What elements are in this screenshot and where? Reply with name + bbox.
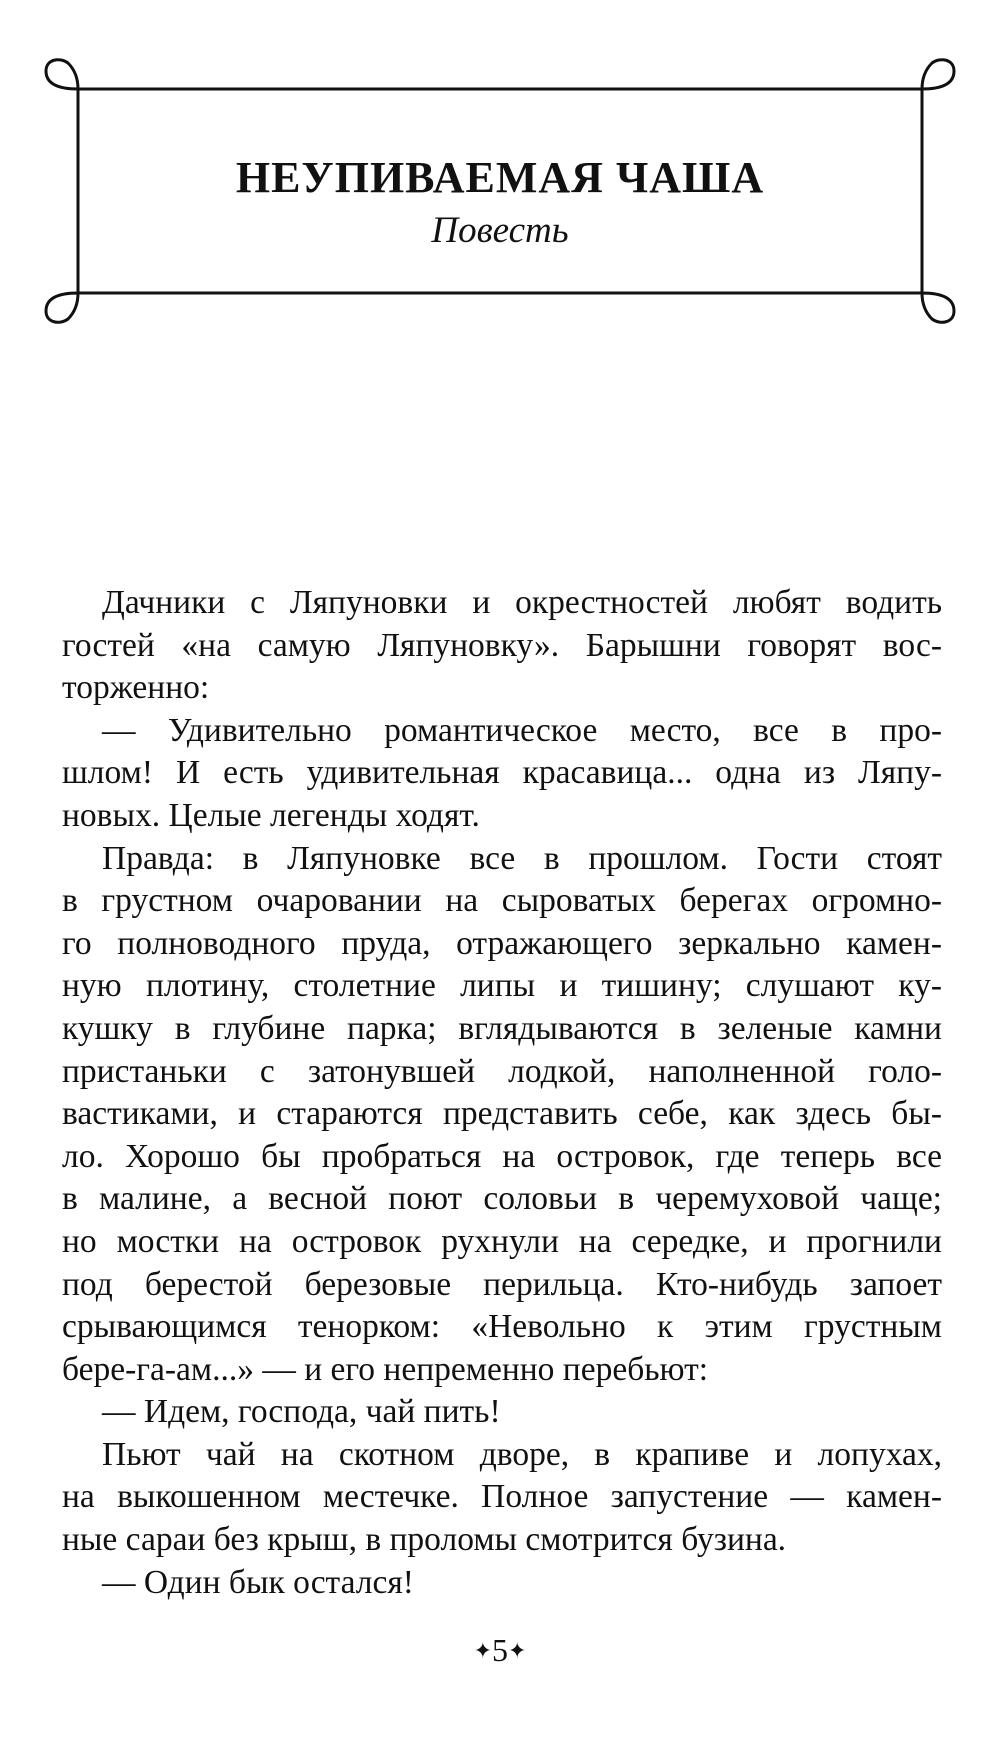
text-line: новых. Целые легенды ходят. — [62, 796, 480, 834]
corner-curl-bottom-left — [46, 293, 78, 322]
text-line: — Удивительно романтическое место, все в про- — [102, 711, 942, 749]
text-line: пристаньки с затонувшей лодкой, наполненной голо- — [62, 1052, 942, 1090]
body-text — [62, 582, 942, 1604]
text-line: на выкошенном местечке. Полное запустение — камен- — [62, 1478, 942, 1516]
folio-ornament-left-icon: ✦ — [473, 1638, 492, 1663]
text-line: срывающимся тенорком: «Невольно к этим грустным — [62, 1308, 942, 1346]
text-line: ные сараи без крыш, в проломы смотрится бузина. — [62, 1521, 787, 1559]
story-title: НЕУПИВАЕМАЯ ЧАША — [235, 153, 765, 202]
corner-curl-top-right — [922, 60, 954, 89]
text-line: — Один бык остался! — [102, 1563, 414, 1601]
text-line: бере-га-ам...» — и его непременно перебьют: — [62, 1350, 709, 1388]
story-genre: Повесть — [431, 210, 569, 251]
corner-curl-bottom-right — [922, 293, 954, 322]
page-number: 5 — [492, 1632, 508, 1668]
text-line: го полноводного пруда, отражающего зеркально камен- — [62, 924, 942, 962]
text-line: Правда: в Ляпуновке все в прошлом. Гости стоят — [102, 839, 942, 877]
chapter-heading — [90, 150, 910, 256]
text-line: под берестой березовые перильца. Кто-нибудь запоет — [62, 1265, 942, 1303]
text-line: ло. Хорошо бы пробраться на островок, где теперь все — [62, 1137, 942, 1175]
text-line: Пьют чай на скотном дворе, в крапиве и лопухах, — [102, 1435, 942, 1473]
text-line: Дачники с Ляпуновки и окрестностей любят водить — [102, 584, 942, 621]
text-line: шлом! И есть удивительная красавица... одна из Ляпу- — [62, 754, 942, 792]
text-line: торженно: — [62, 669, 210, 707]
text-line: — Идем, господа, чай пить! — [102, 1393, 501, 1431]
text-line: вастиками, и стараются представить себе, как здесь бы- — [62, 1095, 942, 1133]
text-line: гостей «на самую Ляпуновку». Барышни говорят вос- — [62, 626, 942, 664]
text-line: в малине, а весной поют соловьи в черемуховой чаще; — [62, 1180, 942, 1218]
corner-curl-top-left — [46, 60, 78, 89]
folio-ornament-right-icon: ✦ — [508, 1638, 527, 1663]
text-line: но мостки на островок рухнули на середке, и прогнили — [62, 1222, 942, 1260]
text-line: кушку в глубине парка; вглядываются в зеленые камни — [62, 1009, 942, 1047]
text-line: в грустном очаровании на сыроватых берегах огромно- — [62, 882, 942, 920]
page-folio — [0, 1630, 1000, 1671]
text-line: ную плотину, столетние липы и тишину; слушают ку- — [62, 967, 942, 1005]
